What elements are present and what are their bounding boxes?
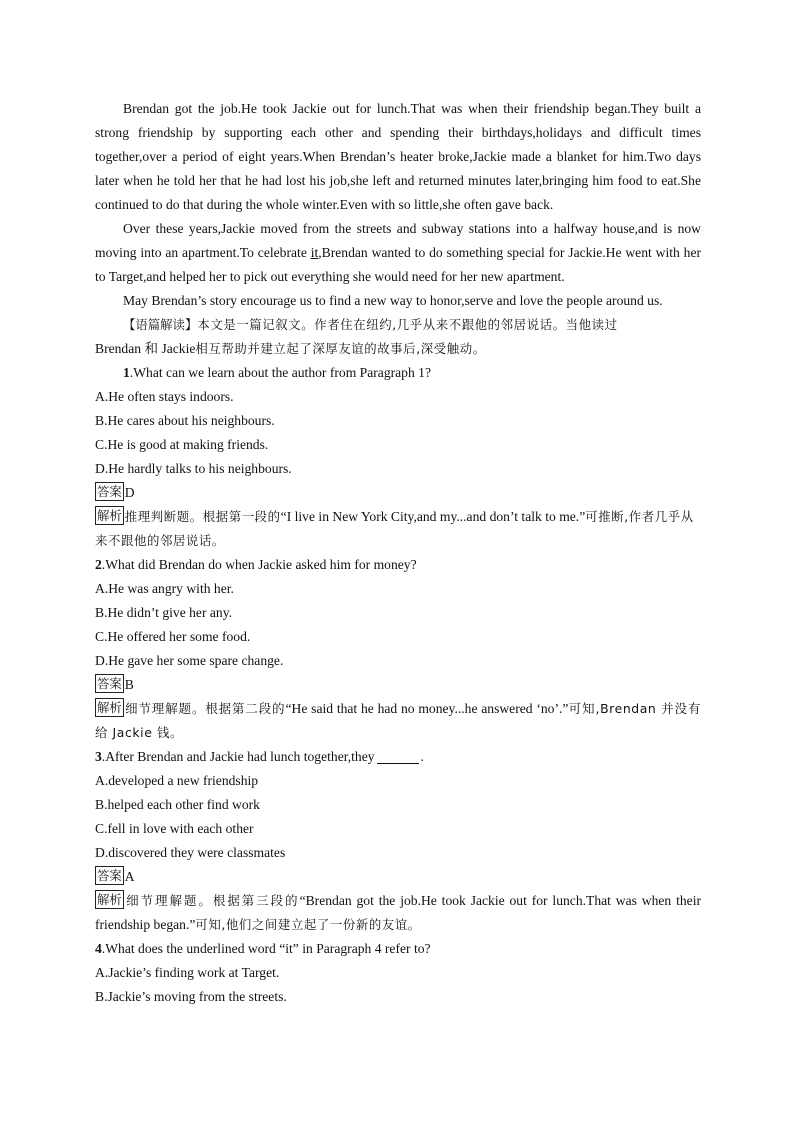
analysis-text-2-cn: 相互帮助并建立起了深厚友谊的故事后,深受触动。 bbox=[195, 341, 486, 356]
question-1-option-c: C.He is good at making friends. bbox=[95, 437, 269, 452]
explanation-label: 解析 bbox=[97, 892, 122, 907]
question-2-option-a: A.He was angry with her. bbox=[95, 581, 234, 596]
answer-value: B bbox=[124, 677, 134, 692]
question-number: 3 bbox=[95, 749, 102, 764]
question-1-option-b: B.He cares about his neighbours. bbox=[95, 413, 275, 428]
answer-value: D bbox=[124, 485, 135, 500]
question-3-option-b: B.helped each other find work bbox=[95, 797, 260, 812]
analysis-text-2-en: Brendan 和 Jackie bbox=[95, 341, 196, 356]
passage-analysis bbox=[95, 313, 701, 361]
document-content bbox=[95, 97, 701, 1009]
question-3-answer bbox=[95, 865, 701, 889]
analysis-text-1: 本文是一篇记叙文。作者住在纽约,几乎从来不跟他的邻居说话。当他读过 bbox=[197, 317, 618, 332]
answer-label: 答案 bbox=[97, 676, 122, 691]
question-4-option-b: B.Jackie’s moving from the streets. bbox=[95, 989, 287, 1004]
explanation-label: 解析 bbox=[97, 508, 122, 523]
question-3-stem: 3.After Brendan and Jackie had lunch together,they . bbox=[95, 749, 424, 764]
question-number: 1 bbox=[123, 365, 130, 380]
question-3-option-c: C.fell in love with each other bbox=[95, 821, 254, 836]
question-4-option-a: A.Jackie’s finding work at Target. bbox=[95, 965, 280, 980]
explanation-label: 解析 bbox=[97, 700, 122, 715]
question-1-option-d: D.He hardly talks to his neighbours. bbox=[95, 461, 292, 476]
question-2-option-b: B.He didn’t give her any. bbox=[95, 605, 233, 620]
underlined-word-it: it bbox=[310, 245, 319, 260]
question-3-explanation: 解析 细节理解题。根据第三段的“Brendan got the job.He took Jackie out for lunch.That was when their friendship began.”可知,他们之间建立起了一份新的友谊。 bbox=[95, 892, 701, 932]
passage-paragraph-5: May Brendan’s story encourage us to find a new way to honor,serve and love the people around us. bbox=[123, 293, 663, 308]
answer-label: 答案 bbox=[97, 484, 122, 499]
passage-paragraph-3: Brendan got the job.He took Jackie out for lunch.That was when their friendship began.They built a strong friendship by supporting each other and spending their birthdays,holidays and difficult times together,over a period of eight years.When Brendan’s heater broke,Jackie made a blanket for him.Two days later when he told her that he had lost his job,she left and returned minutes later,bringing him food to eat.She continued to do that during the whole winter.Even with so little,she often gave back. bbox=[95, 101, 701, 212]
answer-blank bbox=[377, 749, 419, 764]
question-2-option-c: C.He offered her some food. bbox=[95, 629, 251, 644]
question-1-option-a: A.He often stays indoors. bbox=[95, 389, 234, 404]
passage-paragraph-4 bbox=[95, 217, 701, 289]
paragraph-4-text-after: ,Brendan wanted to do something special for Jackie.He went with her to Target,and helped her to pick out everything she would need for her new apartment. bbox=[95, 245, 702, 284]
question-2-explanation: 解析 细节理解题。根据第二段的“He said that he had no money...he answered ‘no’.”可知,Brendan 并没有给 Jackie 钱。 bbox=[95, 700, 702, 740]
question-1-explanation: 解析 推理判断题。根据第一段的“I live in New York City,and my...and don’t talk to me.”可推断,作者几乎从来不跟他的邻居说话。 bbox=[95, 508, 694, 548]
answer-label: 答案 bbox=[97, 868, 122, 883]
question-3-option-d: D.discovered they were classmates bbox=[95, 845, 286, 860]
question-1-answer bbox=[95, 481, 701, 505]
question-4-stem: 4.What does the underlined word “it” in Paragraph 4 refer to? bbox=[95, 941, 431, 956]
answer-value: A bbox=[124, 869, 135, 884]
question-3-option-a: A.developed a new friendship bbox=[95, 773, 259, 788]
question-2-option-d: D.He gave her some spare change. bbox=[95, 653, 284, 668]
question-1-stem: 1.What can we learn about the author from Paragraph 1? bbox=[123, 365, 431, 380]
analysis-label: 【语篇解读】 bbox=[123, 317, 198, 332]
paragraph-4-text-before: Over these years,Jackie moved from the streets and subway stations into a halfway house,and is now moving into an apartment.To celebrate bbox=[95, 221, 701, 260]
question-2-answer bbox=[95, 673, 701, 697]
question-number: 4 bbox=[95, 941, 102, 956]
question-2-stem: 2.What did Brendan do when Jackie asked him for money? bbox=[95, 557, 417, 572]
question-number: 2 bbox=[95, 557, 102, 572]
